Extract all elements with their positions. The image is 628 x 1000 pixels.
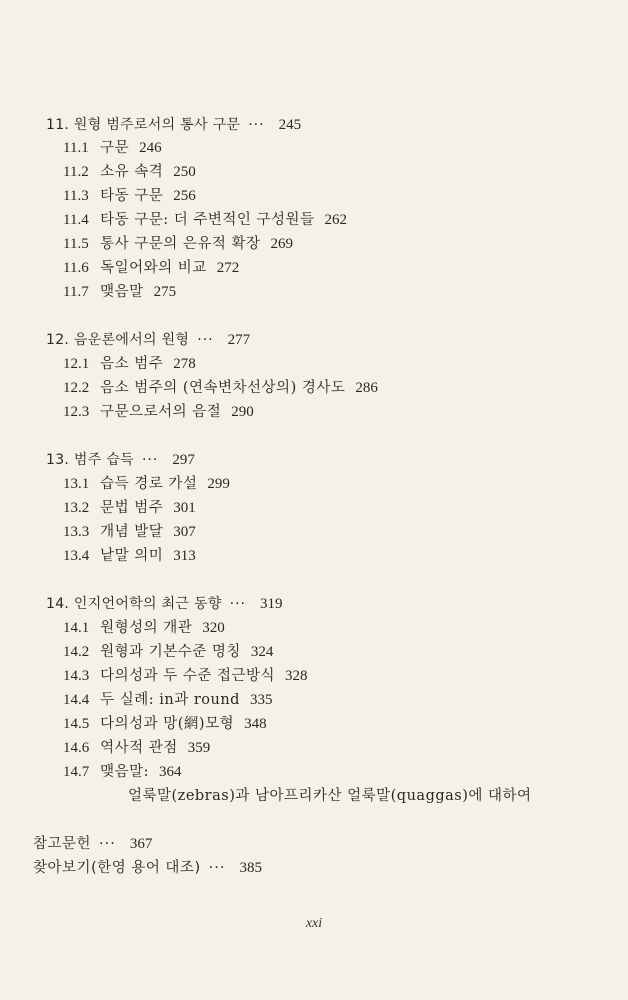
section-title: 개념 발달 [100, 524, 164, 540]
section-page: 324 [250, 644, 274, 660]
section-14-2 [63, 641, 273, 663]
section-title: 음소 범주의 (연속변차선상의) 경사도 [100, 380, 346, 396]
references-page: 367 [129, 836, 153, 852]
chapter-12-heading [46, 329, 250, 351]
index-page: 385 [239, 860, 262, 876]
chapter-14-title: 14. 인지언어학의 최근 동향 [46, 596, 222, 612]
section-page: 359 [187, 740, 211, 756]
section-number: 11.1 [63, 140, 89, 156]
section-14-6 [63, 737, 210, 759]
references-title: 참고문헌 [33, 836, 92, 852]
section-number: 14.5 [63, 716, 90, 732]
section-number: 13.3 [63, 524, 90, 540]
section-title: 다의성과 망(網)모형 [100, 716, 235, 732]
chapter-13-heading [46, 449, 195, 471]
section-page: 286 [355, 380, 378, 396]
section-13-2 [63, 497, 196, 519]
section-11-4 [63, 209, 347, 231]
section-number: 13.2 [63, 500, 90, 516]
index-entry [33, 857, 262, 879]
section-number: 11.2 [63, 164, 89, 180]
leader-dots: ··· [229, 596, 247, 612]
section-number: 14.6 [63, 740, 90, 756]
section-11-6 [63, 257, 239, 279]
section-title: 구문 [100, 140, 130, 156]
section-page: 364 [159, 764, 182, 780]
section-page: 256 [173, 188, 196, 204]
index-title: 찾아보기(한영 용어 대조) [33, 860, 201, 876]
section-number: 13.4 [63, 548, 90, 564]
section-number: 13.1 [63, 476, 90, 492]
section-title: 원형과 기본수준 명칭 [100, 644, 241, 660]
references-entry [33, 833, 152, 855]
section-page: 275 [153, 284, 177, 300]
section-page: 262 [324, 212, 348, 228]
section-page: 313 [173, 548, 196, 564]
section-title: 낱말 의미 [100, 548, 164, 564]
section-page: 299 [207, 476, 230, 492]
section-page: 328 [285, 668, 308, 684]
section-page: 246 [139, 140, 162, 156]
section-title: 구문으로서의 음절 [100, 404, 222, 420]
section-11-3 [63, 185, 196, 207]
section-page: 250 [173, 164, 196, 180]
section-title: 독일어와의 비교 [100, 260, 207, 276]
section-page: 320 [202, 620, 225, 636]
section-12-3 [63, 401, 254, 423]
section-title: 문법 범주 [100, 500, 164, 516]
section-number: 12.3 [63, 404, 90, 420]
section-title: 소유 속격 [100, 164, 164, 180]
section-title: 역사적 관점 [100, 740, 178, 756]
chapter-11-page: 245 [278, 117, 302, 133]
section-title: 다의성과 두 수준 접근방식 [100, 668, 276, 684]
chapter-13-title: 13. 범주 습득 [46, 452, 134, 468]
section-number: 11.6 [63, 260, 89, 276]
section-page: 272 [216, 260, 240, 276]
leader-dots: ··· [141, 452, 159, 468]
section-14-7-continuation: 얼룩말(zebras)과 남아프리카산 얼룩말(quaggas)에 대하여 [128, 788, 532, 804]
section-number: 12.1 [63, 356, 90, 372]
chapter-14-heading [46, 593, 283, 615]
section-11-5 [63, 233, 293, 255]
section-number: 14.7 [63, 764, 90, 780]
section-title: 타동 구문 [100, 188, 164, 204]
section-title: 음소 범주 [100, 356, 164, 372]
section-number: 11.3 [63, 188, 89, 204]
section-14-5 [63, 713, 267, 735]
chapter-13-page: 297 [172, 452, 195, 468]
chapter-12-page: 277 [227, 332, 251, 348]
section-number: 12.2 [63, 380, 90, 396]
section-page: 301 [173, 500, 196, 516]
section-12-2 [63, 377, 378, 399]
section-title: 두 실례: in과 round [100, 692, 240, 708]
section-page: 335 [249, 692, 273, 708]
section-number: 11.7 [63, 284, 89, 300]
section-11-7 [63, 281, 176, 303]
section-number: 14.2 [63, 644, 90, 660]
section-11-1 [63, 137, 162, 159]
page-folio: xxi [305, 916, 323, 931]
section-13-3 [63, 521, 196, 543]
chapter-14-page: 319 [260, 596, 283, 612]
section-title: 맺음말 [100, 284, 144, 300]
section-number: 14.4 [63, 692, 90, 708]
section-title: 타동 구문: 더 주변적인 구성원들 [100, 212, 315, 228]
section-page: 269 [270, 236, 294, 252]
leader-dots: ··· [208, 860, 226, 876]
section-number: 11.5 [63, 236, 89, 252]
section-page: 307 [173, 524, 196, 540]
section-title: 습득 경로 가설 [100, 476, 198, 492]
section-title: 통사 구문의 은유적 확장 [100, 236, 261, 252]
chapter-11-title: 11. 원형 범주로서의 통사 구문 [46, 117, 241, 133]
leader-dots: ··· [99, 836, 116, 852]
section-11-2 [63, 161, 196, 183]
leader-dots: ··· [197, 332, 214, 348]
section-page: 278 [173, 356, 196, 372]
section-page: 348 [244, 716, 267, 732]
leader-dots: ··· [248, 117, 265, 133]
section-title: 맺음말: [100, 764, 150, 780]
section-14-3 [63, 665, 308, 687]
chapter-11-heading [46, 114, 301, 136]
section-page: 290 [231, 404, 254, 420]
chapter-12-title: 12. 음운론에서의 원형 [46, 332, 190, 348]
section-12-1 [63, 353, 196, 375]
section-13-4 [63, 545, 196, 567]
section-number: 11.4 [63, 212, 89, 228]
section-14-1 [63, 617, 225, 639]
section-13-1 [63, 473, 230, 495]
section-14-4 [63, 689, 272, 711]
section-14-7 [63, 761, 182, 783]
section-number: 14.3 [63, 668, 90, 684]
section-title: 원형성의 개관 [100, 620, 193, 636]
section-number: 14.1 [63, 620, 90, 636]
